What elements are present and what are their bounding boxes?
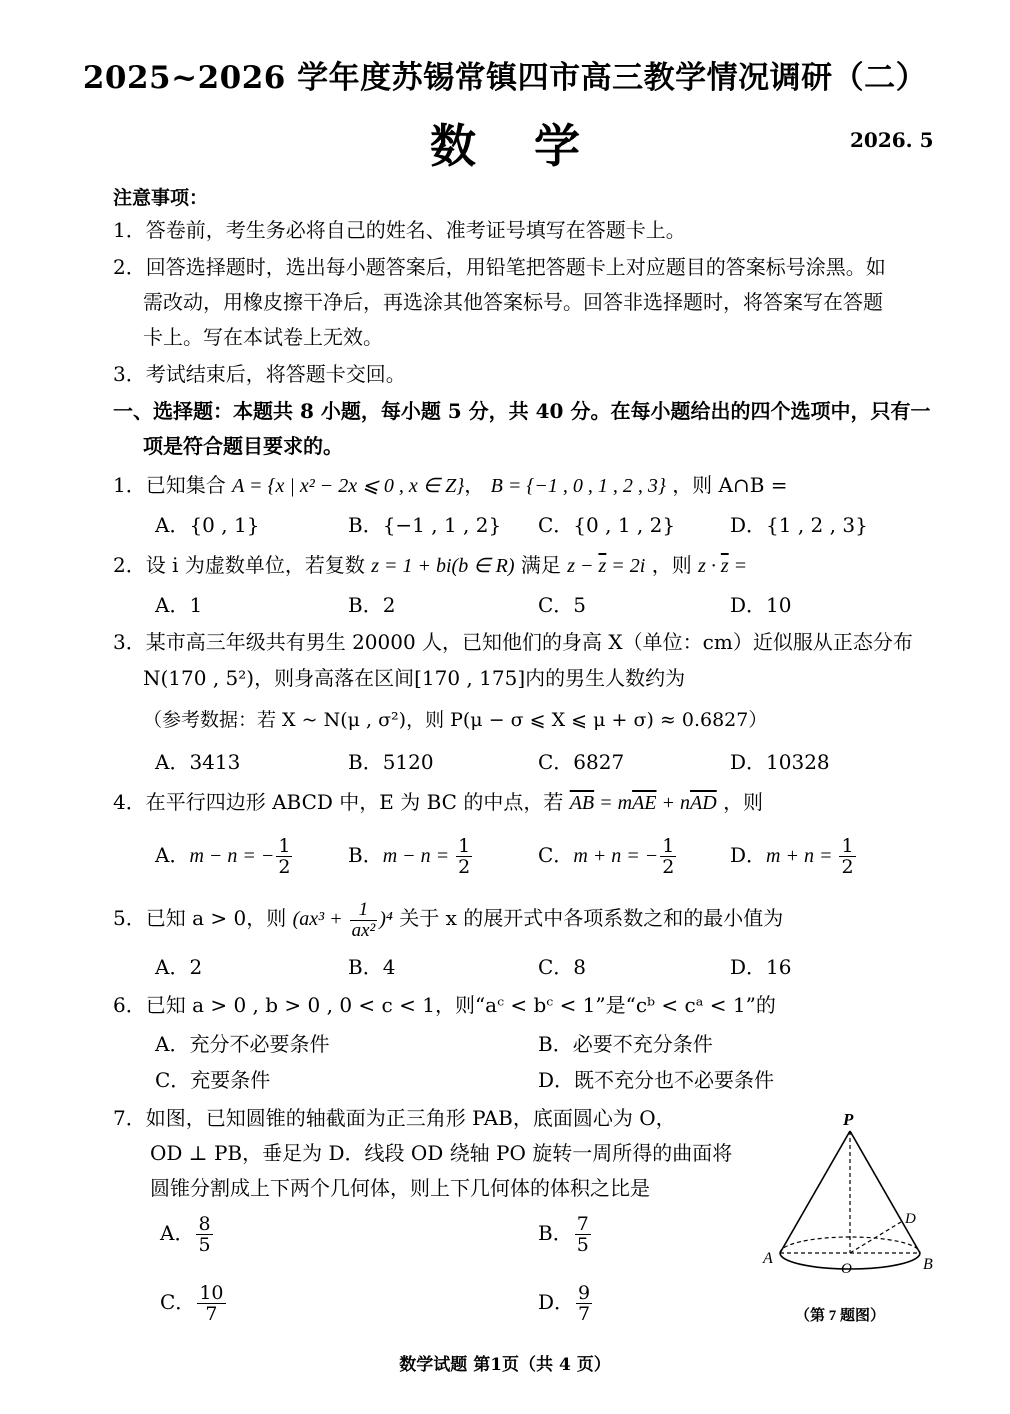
- label-b: B: [923, 1256, 933, 1273]
- q4-option-c: C．m + n = − $\frac{1}{2}$: [538, 835, 675, 878]
- label-d: D: [905, 1211, 916, 1227]
- q4-option-d: D．m + n = $\frac{1}{2}$: [730, 835, 854, 878]
- question-3: 3．某市高三年级共有男生 20000 人，已知他们的身高 X（单位：cm）近似服从正态分布: [113, 630, 913, 654]
- question-4: [113, 788, 763, 817]
- q3-option-b: B．5120: [348, 750, 434, 774]
- page-footer: 数学试题 第1页（共 4 页）: [399, 1355, 611, 1375]
- q4-vector-eq: $\overline{AB} = m\overline{AE} + n\overline{AD}$: [569, 792, 717, 814]
- subject-title: 数学: [430, 119, 638, 173]
- cone-edge-pa: [780, 1131, 850, 1253]
- q2-option-b: B．2: [348, 593, 396, 617]
- cone-edge-pb: [850, 1131, 920, 1253]
- q6-option-a: A．充分不必要条件: [155, 1032, 330, 1056]
- q4-tail: ，则: [723, 790, 764, 814]
- q2-stem-2: 满足: [520, 553, 561, 577]
- q1-option-d: D．{1 , 2 , 3}: [730, 513, 868, 537]
- q5-option-c: C．8: [538, 955, 587, 979]
- question-3-cont: N(170 , 5²)，则身高落在区间[170 , 175]内的男生人数约为: [143, 666, 686, 690]
- q2-option-a: A．1: [155, 593, 203, 617]
- q5-option-d: D．16: [730, 955, 792, 979]
- question-2: [113, 551, 747, 580]
- notice-item-2: 2．回答选择题时，选出每小题答案后，用铅笔把答题卡上对应题目的答案标号涂黑。如: [113, 255, 886, 279]
- q3-option-c: C．6827: [538, 750, 625, 774]
- q1-option-a: A．{0 , 1}: [155, 513, 260, 537]
- question-1: 1．已知集合 A = {x | x² − 2x ⩽ 0 , x ∈ Z}， B = {−1 , 0 , 1 , 2 , 3} ，则 A∩B =: [113, 473, 788, 497]
- notice-item-3: 3．考试结束后，将答题卡交回。: [113, 362, 406, 386]
- label-o: O: [841, 1261, 852, 1277]
- q1-option-b: B．{−1 , 1 , 2}: [348, 513, 502, 537]
- notice-item-1: 1．答卷前，考生务必将自己的姓名、准考证号填写在答题卡上。: [113, 218, 686, 242]
- exam-date: 2026. 5: [850, 128, 934, 152]
- question-7: 7．如图，已知圆锥的轴截面为正三角形 PAB，底面圆心为 O，: [113, 1106, 676, 1130]
- label-p: P: [843, 1110, 854, 1129]
- q4-stem: 4．在平行四边形 ABCD 中，E 为 BC 的中点，若: [113, 790, 564, 814]
- notice-item-2-cont2: 卡上。写在本试卷上无效。: [143, 325, 383, 349]
- question-6: 6．已知 a > 0 , b > 0 , 0 < c < 1，则“aᶜ < bᶜ < 1”是“cᵇ < cᵃ < 1”的: [113, 993, 776, 1017]
- q4-option-a: A．m − n = − $\frac{1}{2}$: [155, 835, 291, 878]
- q5-stem: 5．已知 a > 0，则: [113, 906, 287, 931]
- q7-option-c: C． $\frac{10}{7}$: [160, 1282, 224, 1325]
- figure-caption: （第 7 题图）: [795, 1308, 886, 1324]
- q3-option-a: A．3413: [155, 750, 241, 774]
- q5-option-b: B．4: [348, 955, 396, 979]
- q2-option-c: C．5: [538, 593, 587, 617]
- q2-stem-3: ，则: [651, 553, 692, 577]
- q5-expression: (ax³ + $\frac{1}{\text{ax²}}$ )⁴: [292, 899, 393, 941]
- section-heading: 一、选择题：本题共 8 小题，每小题 5 分，共 40 分。在每小题给出的四个选项中，只有一: [113, 399, 931, 423]
- q7-option-b: B． $\frac{7}{5}$: [538, 1213, 589, 1256]
- q4-option-b: B．m − n = $\frac{1}{2}$: [348, 835, 471, 878]
- q1-option-c: C．{0 , 1 , 2}: [538, 513, 676, 537]
- q2-z: z = 1 + bi(b ∈ R): [371, 555, 515, 577]
- q7-option-d: D． $\frac{9}{7}$: [538, 1282, 591, 1325]
- question-5: [113, 900, 783, 941]
- q2-stem: 2．设 i 为虚数单位，若复数: [113, 553, 365, 577]
- q1-stem: 1．已知集合: [113, 473, 226, 497]
- q6-option-c: C．充要条件: [155, 1068, 271, 1092]
- section-heading-cont: 项是符合题目要求的。: [143, 434, 343, 458]
- segment-od: [850, 1222, 901, 1253]
- q7-cone-figure: [755, 1105, 945, 1335]
- q3-reference-data: （参考数据：若 X ~ N(μ , σ²)，则 P(μ − σ ⩽ X ⩽ μ + σ) ≈ 0.6827）: [143, 709, 768, 731]
- label-a: A: [763, 1250, 773, 1267]
- q5-option-a: A．2: [155, 955, 203, 979]
- q5-stem-2: 关于 x 的展开式中各项系数之和的最小值为: [399, 906, 784, 931]
- q6-option-d: D．既不充分也不必要条件: [538, 1068, 775, 1092]
- exam-title: 2025~2026 学年度苏锡常镇四市高三教学情况调研（二）: [82, 60, 928, 96]
- q1-tail: ，则 A∩B =: [672, 473, 788, 497]
- q1-set-b: B = {−1 , 0 , 1 , 2 , 3}: [490, 475, 666, 497]
- q6-option-b: B．必要不充分条件: [538, 1032, 713, 1056]
- q1-set-a: A = {x | x² − 2x ⩽ 0 , x ∈ Z}: [232, 475, 465, 497]
- notice-heading: 注意事项：: [113, 187, 209, 209]
- q3-option-d: D．10328: [730, 750, 830, 774]
- question-7-cont: OD ⊥ PB，垂足为 D．线段 OD 绕轴 PO 旋转一周所得的曲面将: [150, 1141, 733, 1165]
- q2-condition: $z - \overline{z} = 2i$: [567, 555, 646, 577]
- notice-item-2-cont: 需改动，用橡皮擦干净后，再选涂其他答案标号。回答非选择题时，将答案写在答题: [143, 290, 883, 314]
- question-7-cont2: 圆锥分割成上下两个几何体，则上下几何体的体积之比是: [150, 1176, 650, 1200]
- q2-option-d: D．10: [730, 593, 792, 617]
- q2-ask: $z \cdot \overline{z}$ =: [698, 555, 748, 577]
- q7-option-a: A． $\frac{8}{5}$: [160, 1213, 211, 1256]
